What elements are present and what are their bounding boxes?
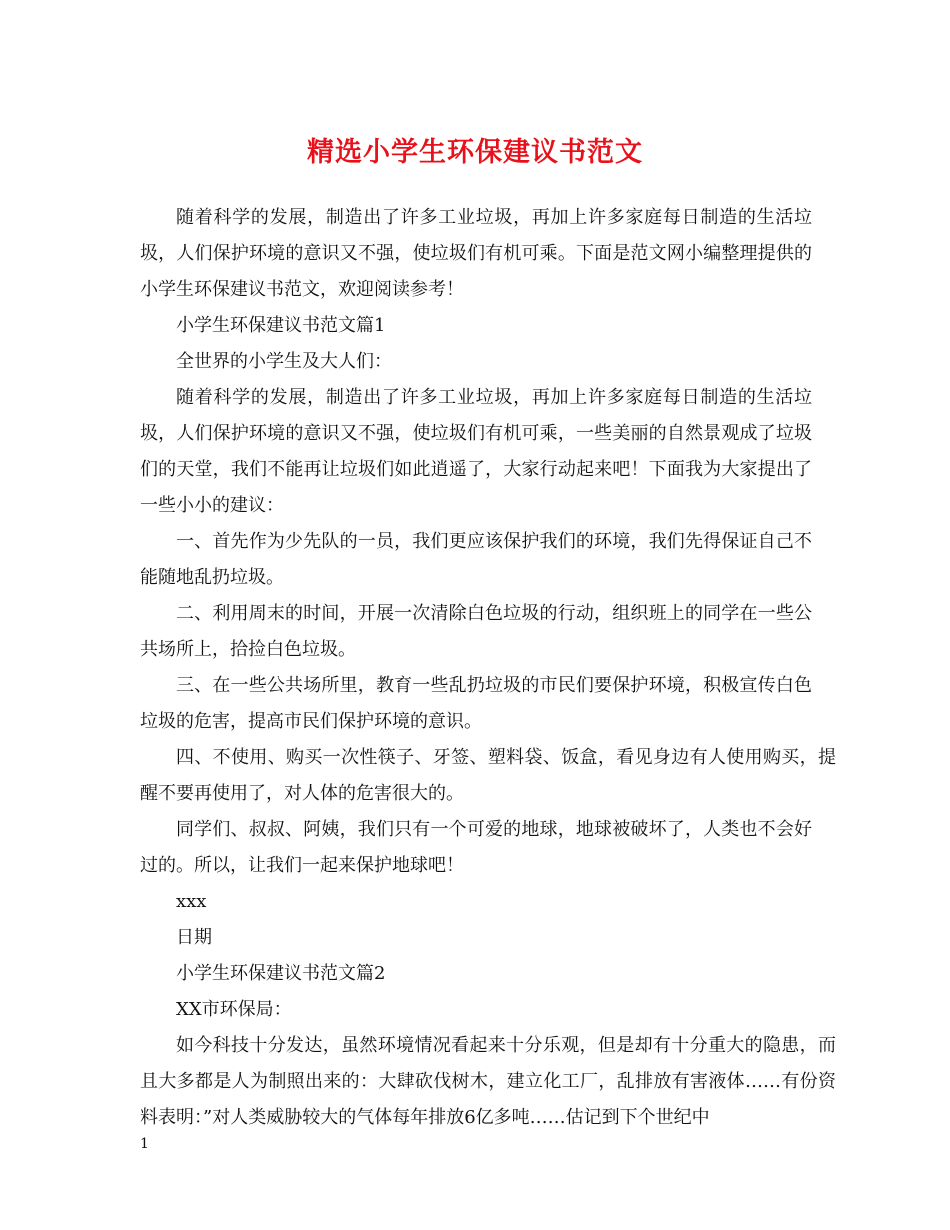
suggestion-4: 四、不使用、购买一次性筷子、牙签、塑料袋、饭盒，看见身边有人使用购买，提醒不要再使用了，对人体的危害很大的。	[140, 747, 836, 804]
suggestion-2: 二、利用周末的时间，开展一次清除白色垃圾的行动，组织班上的同学在一些公共场所上，拾捡白色垃圾。	[140, 603, 812, 660]
document-title: 精选小学生环保建议书范文	[307, 137, 643, 168]
signature: xxx	[176, 891, 207, 912]
salutation-2: XX市环保局：	[176, 999, 292, 1020]
section-heading-1: 小学生环保建议书范文篇1	[176, 315, 386, 336]
suggestion-3: 三、在一些公共场所里，教育一些乱扔垃圾的市民们要保护环境，积极宣传白色垃圾的危害，提高市民们保护环境的意识。	[140, 675, 812, 732]
section-heading-2: 小学生环保建议书范文篇2	[176, 963, 386, 984]
paragraph-body-1: 随着科学的发展，制造出了许多工业垃圾，再加上许多家庭每日制造的生活垃圾，人们保护环境的意识又不强，使垃圾们有机可乘，一些美丽的自然景观成了垃圾们的天堂，我们不能再让垃圾们如此逍遥了，大家行动起来吧！下面我为大家提出了一些小小的建议：	[140, 387, 812, 516]
date-line: 日期	[176, 927, 212, 948]
suggestion-1: 一、首先作为少先队的一员，我们更应该保护我们的环境，我们先得保证自己不能随地乱扔垃圾。	[140, 531, 812, 588]
closing-paragraph: 同学们、叔叔、阿姨，我们只有一个可爱的地球，地球被破坏了，人类也不会好过的。所以，让我们一起来保护地球吧！	[140, 819, 812, 876]
document-body	[140, 200, 836, 1136]
page-number: 1	[140, 1136, 149, 1152]
paragraph-body-2: 如今科技十分发达，虽然环境情况看起来十分乐观，但是却有十分重大的隐患，而且大多都是人为制照出来的：大肆砍伐树木，建立化工厂，乱排放有害液体……有份资料表明：”对人类威胁较大的气体每年排放6亿多吨……估记到下个世纪中	[140, 1035, 836, 1128]
salutation-1: 全世界的小学生及大人们：	[176, 351, 392, 372]
paragraph-intro: 随着科学的发展，制造出了许多工业垃圾，再加上许多家庭每日制造的生活垃圾，人们保护环境的意识又不强，使垃圾们有机可乘。下面是范文网小编整理提供的小学生环保建议书范文，欢迎阅读参考！	[140, 207, 812, 300]
